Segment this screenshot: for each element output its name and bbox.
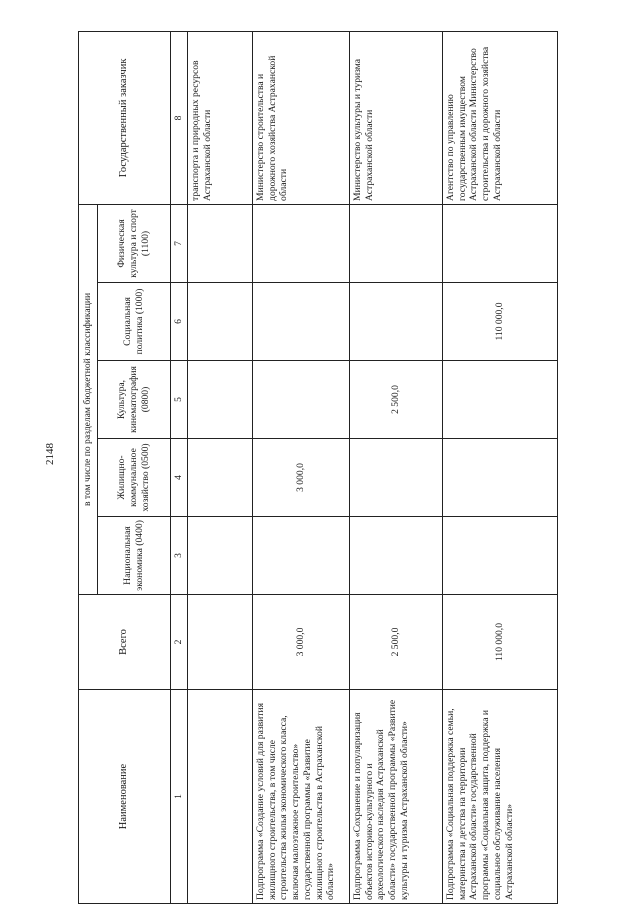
program-name: Подпрограмма «Сохранение и популяризация объектов историко-культурного и археологического наследия Астраханской области» государственной программы «Развитие культуры и туризма Астраханской области»: [350, 690, 443, 904]
section-value: [350, 204, 443, 282]
table-row: [443, 31, 558, 903]
column-number: 1: [171, 690, 188, 904]
total-value: 2 500,0: [350, 595, 443, 690]
section-value: [443, 361, 558, 439]
section-value: 110 000,0: [443, 283, 558, 361]
empty-cell: [188, 517, 253, 595]
section-value: [350, 517, 443, 595]
empty-cell: [188, 361, 253, 439]
table-row: [253, 31, 350, 903]
empty-cell: [188, 283, 253, 361]
column-number: 4: [171, 439, 188, 517]
total-value: 3 000,0: [253, 595, 350, 690]
column-number: 6: [171, 283, 188, 361]
budget-table: [78, 31, 558, 904]
section-value: [350, 283, 443, 361]
column-number: 2: [171, 595, 188, 690]
program-name: Подпрограмма «Создание условий для развития жилищного строительства, в том числе строительства жилья экономического класса, включая малоэтажное строительство» государственной программы «Развитие жилищного строительства в Астраханской области»: [253, 690, 350, 904]
program-name: Подпрограмма «Социальная поддержка семьи, материнства и детства на территории Астраханской области» государственной программы «Социальная защита, поддержка и социальное обслуживание населения Астраханской области»: [443, 690, 558, 904]
section-value: [443, 204, 558, 282]
header-total: Всего: [79, 595, 171, 690]
header-group: в том числе по разделам бюджетной классификации: [79, 204, 98, 594]
header-row-1: [79, 31, 98, 903]
empty-cell: [188, 439, 253, 517]
section-value: [253, 517, 350, 595]
column-number: 3: [171, 517, 188, 595]
column-number: 7: [171, 204, 188, 282]
table-row: [350, 31, 443, 903]
empty-cell: [188, 595, 253, 690]
header-section-social: Социальная политика (1000): [98, 283, 171, 361]
section-value: [443, 439, 558, 517]
rotated-table-container: [78, 32, 558, 904]
header-section-sport: Физическая культура и спорт (1100): [98, 204, 171, 282]
header-section-housing: Жилищно-коммунальное хозяйство (0500): [98, 439, 171, 517]
header-customer: Государственный заказчик: [79, 31, 171, 204]
customer-cell: Министерство культуры и туризма Астраханской области: [350, 31, 443, 204]
section-value: [253, 283, 350, 361]
section-value: 3 000,0: [253, 439, 350, 517]
column-number: 5: [171, 361, 188, 439]
page-number: 2148: [44, 443, 56, 465]
customer-cell: Министерство строительства и дорожного хозяйства Астраханской области: [253, 31, 350, 204]
section-value: [350, 439, 443, 517]
empty-cell: [188, 690, 253, 904]
section-value: [253, 361, 350, 439]
table-row-continued: [188, 31, 253, 903]
customer-cell: Агентство по управлению государственным имуществом Астраханской области Министерство строительства и дорожного хозяйства Астраханской области: [443, 31, 558, 204]
empty-cell: [188, 204, 253, 282]
header-section-economy: Национальная экономика (0400): [98, 517, 171, 595]
section-value: [443, 517, 558, 595]
column-number-row: [171, 31, 188, 903]
total-value: 110 000,0: [443, 595, 558, 690]
customer-cell: транспорта и природных ресурсов Астраханской области: [188, 31, 253, 204]
section-value: [253, 204, 350, 282]
header-name: Наименование: [79, 690, 171, 904]
header-section-culture: Культура, кинематография (0800): [98, 361, 171, 439]
column-number: 8: [171, 31, 188, 204]
section-value: 2 500,0: [350, 361, 443, 439]
